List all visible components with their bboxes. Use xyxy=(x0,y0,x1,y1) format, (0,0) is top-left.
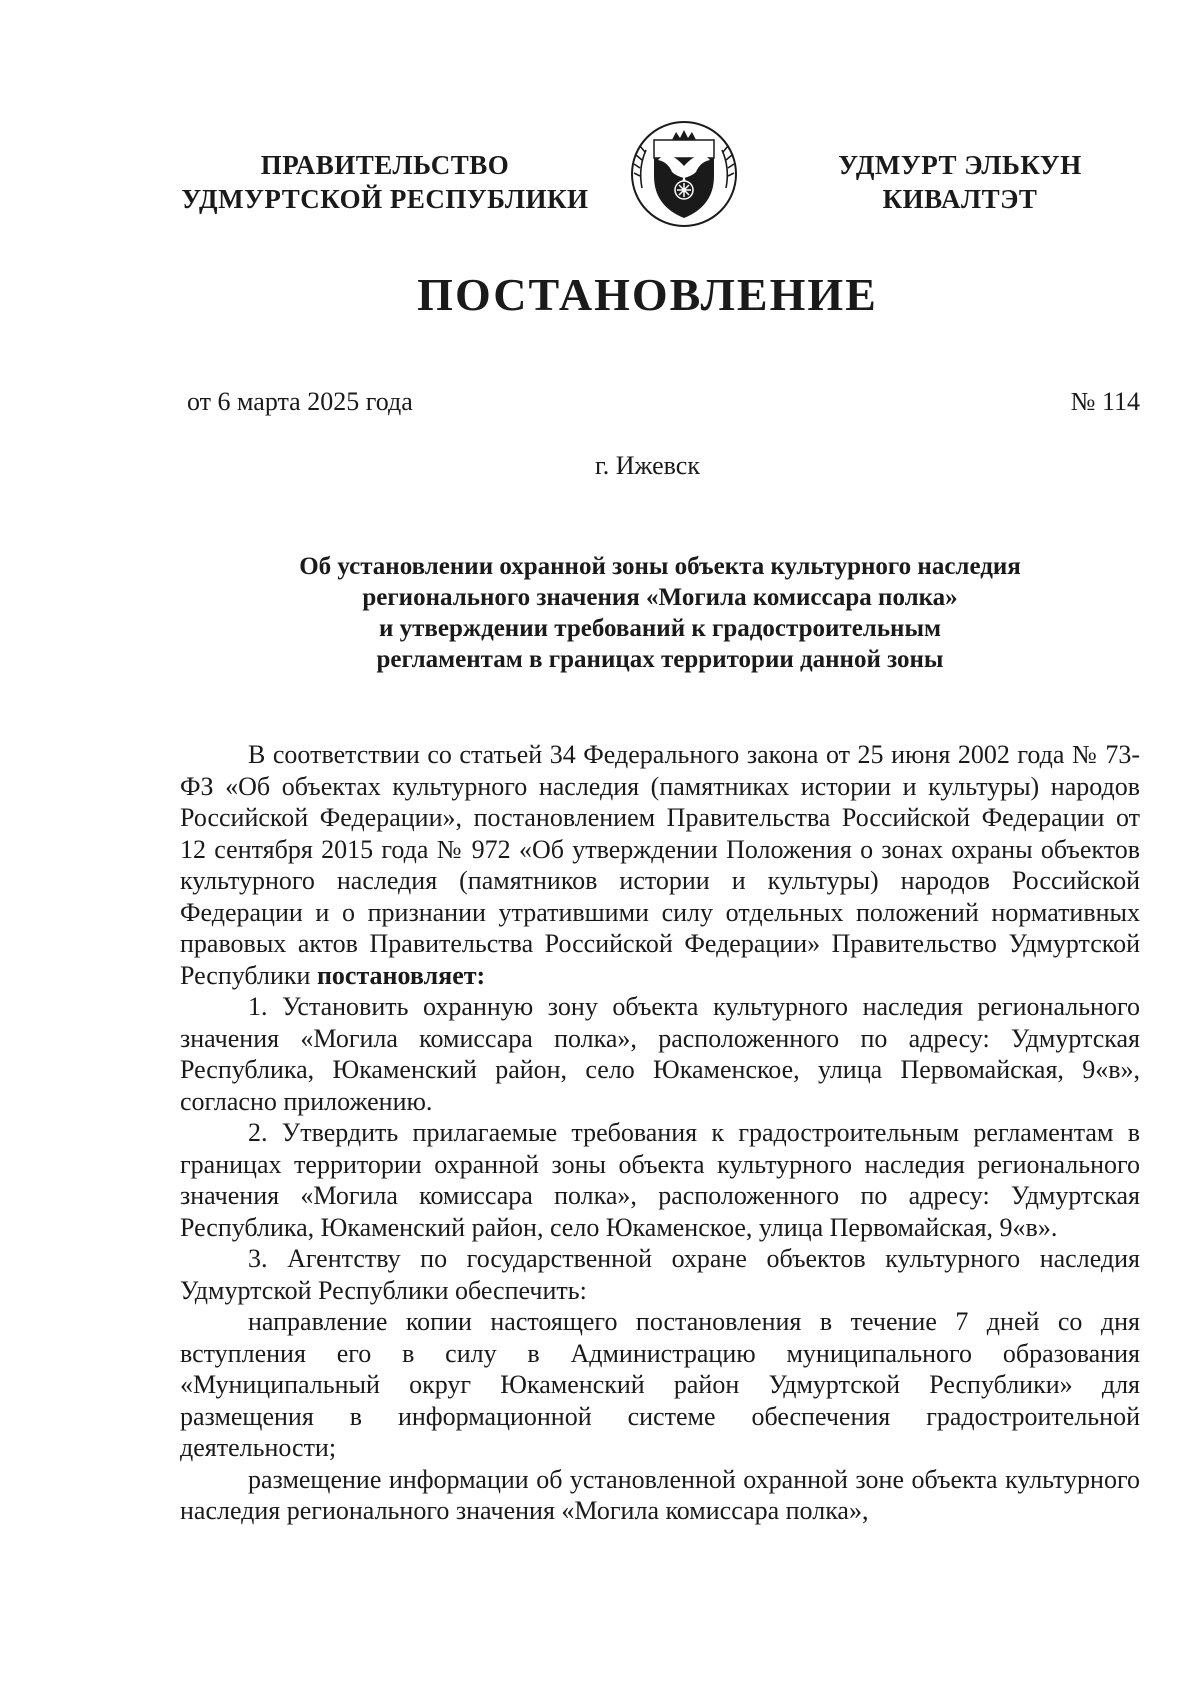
document-body xyxy=(180,739,1140,1527)
issuer-line-2: УДМУРТСКОЙ РЕСПУБЛИКИ xyxy=(181,184,589,214)
preamble-text: В соответствии со статьей 34 Федерального закона от 25 июня 2002 года № 73-ФЗ «Об объектах культурного наследия (памятниках истории и культуры) народов Российской Федерации», постановлением Правительства Российской Федерации от 12 сентября 2015 года № 972 «Об утверждении Положения о зонах охраны объектов культурного наследия (памятников истории и культуры) народов Российской Федерации и о признании утратившими силу отдельных положений нормативных правовых актов Правительства Российской Федерации» Правительство Удмуртской Республики xyxy=(180,740,1140,990)
title-line-2: регионального значения «Могила комиссара полка» xyxy=(362,584,958,611)
clause-3-subitem-b: размещение информации об установленной охранной зоне объекта культурного наследия регионального значения «Могила комиссара полка», xyxy=(180,1464,1140,1525)
preamble-paragraph xyxy=(180,739,1140,991)
issuer-name-russian xyxy=(150,148,620,216)
udmurt-coat-of-arms-icon xyxy=(628,118,740,230)
clause-3: 3. Агентству по государственной охране объектов культурного наследия Удмуртской Республики обеспечить: xyxy=(180,1244,1140,1305)
document-type-heading: ПОСТАНОВЛЕНИЕ xyxy=(417,269,878,320)
title-line-1: Об установлении охранной зоны объекта культурного наследия xyxy=(299,553,1021,580)
clause-3-subitem-a: направление копии настоящего постановления в течение 7 дней со дня вступления его в силу в Администрацию муниципального образования «Муниципальный округ Юкаменский район Удмуртской Республики» для размещения в информационной системе обеспечения градостроительной деятельности; xyxy=(180,1307,1140,1462)
issuer-name-udmurt xyxy=(800,148,1120,216)
issuer-line-1: ПРАВИТЕЛЬСТВО xyxy=(260,150,510,180)
clause-1: 1. Установить охранную зону объекта культурного наследия регионального значения «Могила комиссара полка», расположенного по адресу: Удмуртская Республика, Юкаменский район, село Юкаменское, улица Первомайская, 9«в», согласно приложению. xyxy=(180,992,1140,1116)
document-number: № 114 xyxy=(1070,387,1140,416)
document-date: от 6 марта 2025 года xyxy=(187,387,413,416)
document-city: г. Ижевск xyxy=(595,451,700,480)
issuer-udmurt-line-1: УДМУРТ ЭЛЬКУН xyxy=(838,150,1082,180)
title-line-3: и утверждении требований к градостроительным xyxy=(379,615,941,642)
issuer-udmurt-line-2: КИВАЛТЭТ xyxy=(882,184,1038,214)
preamble-resolves: постановляет: xyxy=(316,960,486,990)
title-line-4: регламентам в границах территории данной зоны xyxy=(376,646,944,673)
document-title xyxy=(180,551,1140,675)
clause-2: 2. Утвердить прилагаемые требования к градостроительным регламентам в границах территории охранной зоны объекта культурного наследия регионального значения «Могила комиссара полка», расположенного по адресу: Удмуртская Республика, Юкаменский район, село Юкаменское, улица Первомайская, 9«в». xyxy=(180,1118,1140,1242)
